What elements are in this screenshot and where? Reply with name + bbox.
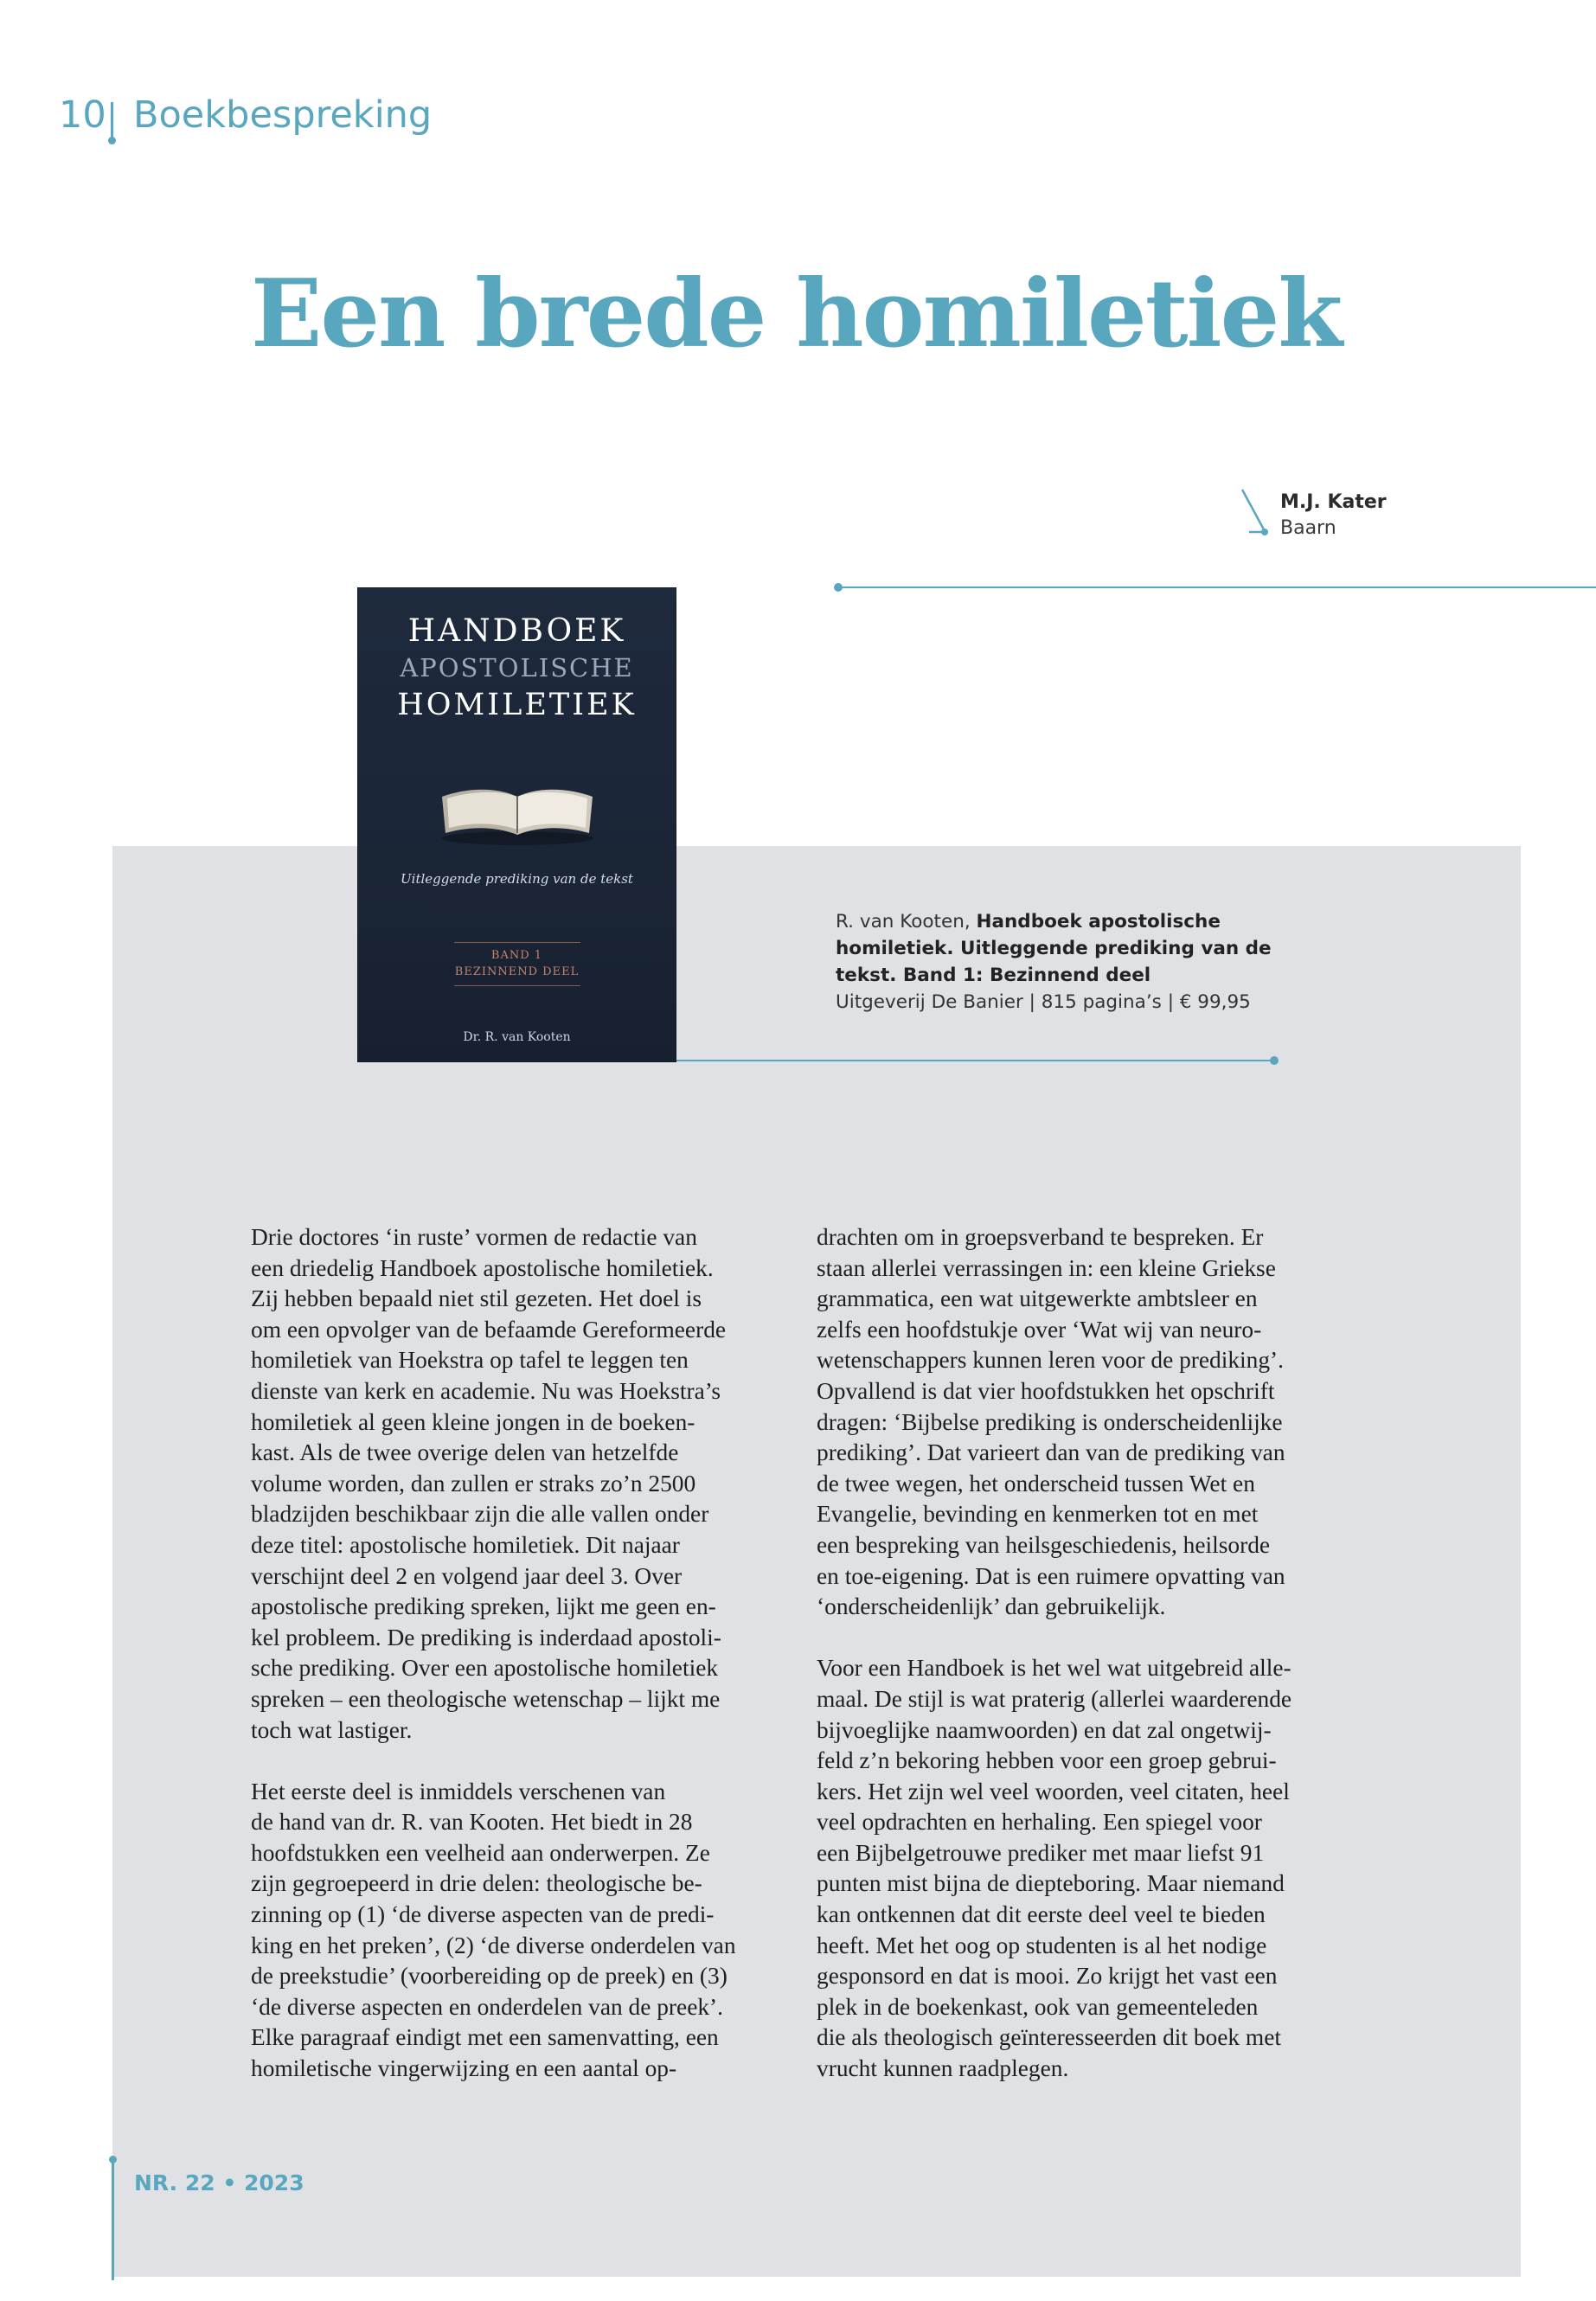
text-line: grammatica, een wat uitgewerkte ambtsleer en xyxy=(817,1285,1258,1312)
cover-title-line1: HANDBOEK xyxy=(407,613,626,649)
text-line: zelfs een hoofdstukje over ‘Wat wij van neuro- xyxy=(817,1316,1262,1343)
text-line: sche prediking. Over een apostolische homiletiek xyxy=(251,1655,719,1682)
cover-band-title: BEZINNEND DEEL xyxy=(454,965,580,978)
text-line: maal. De stijl is wat praterig (allerlei waarderende xyxy=(817,1685,1292,1712)
text-line: een Bijbelgetrouwe prediker met maar liefst 91 xyxy=(817,1839,1265,1866)
author-name: M.J. Kater xyxy=(1280,491,1387,513)
author-mark-icon xyxy=(1239,488,1273,540)
text-line: spreken – een theologische wetenschap – lijkt me xyxy=(251,1685,721,1712)
text-line: Zij hebben bepaald niet stil gezeten. Het doel is xyxy=(251,1285,702,1312)
top-divider xyxy=(837,586,1596,588)
body-column-left xyxy=(251,1222,770,2085)
issue-number: NR. 22 • 2023 xyxy=(134,2170,304,2195)
text-line: Voor een Handboek is het wel wat uitgebreid alle- xyxy=(817,1655,1292,1682)
text-line: zijn gegroepeerd in drie delen: theologische be- xyxy=(251,1870,702,1897)
text-line: hoofdstukken een veelheid aan onderwerpen. Ze xyxy=(251,1839,710,1866)
text-line: homiletische vingerwijzing en een aantal op- xyxy=(251,2055,677,2082)
text-line: toch wat lastiger. xyxy=(251,1716,413,1743)
text-line: ‘onderscheidenlijk’ dan gebruikelijk. xyxy=(817,1593,1166,1620)
text-line: veel opdrachten en herhaling. Een spiegel voor xyxy=(817,1809,1262,1836)
text-line: Opvallend is dat vier hoofdstukken het opschrift xyxy=(817,1377,1275,1404)
text-line: Drie doctores ‘in ruste’ vormen de redactie van xyxy=(251,1224,697,1250)
text-line: om een opvolger van de befaamde Gereformeerde xyxy=(251,1316,727,1343)
text-line: bijvoeglijke naamwoorden) en dat zal ongetwij- xyxy=(817,1716,1272,1743)
text-line: wetenschappers kunnen leren voor de prediking’. xyxy=(817,1347,1285,1374)
text-line: ‘de diverse aspecten en onderdelen van de preek’. xyxy=(251,1993,724,2020)
section-title: Boekbespreking xyxy=(133,93,433,137)
book-info-title: Handboek apostolische homiletiek. Uitleggende prediking van de tekst. Band 1: Bezinnend deel xyxy=(836,911,1272,986)
text-line: de hand van dr. R. van Kooten. Het biedt in 28 xyxy=(251,1809,693,1836)
text-line: kel probleem. De prediking is inderdaad apostoli- xyxy=(251,1624,721,1650)
open-book-icon xyxy=(435,778,599,847)
cover-author: Dr. R. van Kooten xyxy=(463,1030,571,1044)
text-line: punten mist bijna de diepteboring. Maar niemand xyxy=(817,1870,1285,1897)
book-info xyxy=(836,908,1285,1016)
text-line: zinning op (1) ‘de diverse aspecten van de predi- xyxy=(251,1901,715,1928)
text-line: homiletiek al geen kleine jongen in de boeken- xyxy=(251,1408,695,1435)
text-line: deze titel: apostolische homiletiek. Dit najaar xyxy=(251,1531,680,1558)
cover-title-line3: HOMILETIEK xyxy=(397,688,637,722)
cover-rule-top xyxy=(454,942,580,943)
footer-divider xyxy=(112,2159,114,2280)
text-line: plek in de boekenkast, ook van gemeenteleden xyxy=(817,1993,1259,2020)
text-line: dienste van kerk en academie. Nu was Hoekstra’s xyxy=(251,1377,721,1404)
text-line: homiletiek van Hoekstra op tafel te leggen ten xyxy=(251,1347,689,1374)
cover-subtitle: Uitleggende prediking van de tekst xyxy=(401,871,633,887)
footer-divider-dot xyxy=(109,2156,117,2163)
header-divider-dot xyxy=(108,137,116,144)
book-info-divider-dot xyxy=(1270,1056,1279,1065)
book-info-publisher: Uitgeverij De Banier | 815 pagina’s | € 99,95 xyxy=(836,991,1251,1013)
text-line: prediking’. Dat varieert dan van de prediking van xyxy=(817,1439,1285,1466)
text-line: bladzijden beschikbaar zijn die alle vallen onder xyxy=(251,1501,709,1528)
text-line: king en het preken’, (2) ‘de diverse onderdelen van xyxy=(251,1932,736,1958)
text-line: Evangelie, bevinding en kenmerken tot en met xyxy=(817,1501,1259,1528)
text-line: verschijnt deel 2 en volgend jaar deel 3. Over xyxy=(251,1562,683,1589)
author-place: Baarn xyxy=(1280,517,1336,539)
text-line: een driedelig Handboek apostolische homiletiek. xyxy=(251,1254,714,1281)
text-line: die als theologisch geïnteresseerden dit boek met xyxy=(817,2024,1281,2051)
text-line: drachten om in groepsverband te bespreken. Er xyxy=(817,1224,1264,1250)
text-line: volume worden, dan zullen er straks zo’n 2500 xyxy=(251,1470,696,1497)
book-cover xyxy=(357,587,676,1062)
text-line: feld z’n bekoring hebben voor een groep gebrui- xyxy=(817,1747,1277,1774)
paragraph-gap xyxy=(251,1746,770,1777)
text-line: kan ontkennen dat dit eerste deel veel te bieden xyxy=(817,1901,1266,1928)
paragraph-gap xyxy=(817,1623,1336,1654)
text-line: Elke paragraaf eindigt met een samenvatting, een xyxy=(251,2024,719,2051)
article-title: Een brede homiletiek xyxy=(251,260,1342,369)
cover-rule-bottom xyxy=(454,985,580,986)
text-line: de preekstudie’ (voorbereiding op de preek) en (3) xyxy=(251,1963,727,1990)
text-line: staan allerlei verrassingen in: een kleine Griekse xyxy=(817,1254,1276,1281)
book-info-divider xyxy=(676,1060,1273,1061)
text-line: de twee wegen, het onderscheid tussen Wet en xyxy=(817,1470,1255,1497)
page-number: 10 xyxy=(59,93,106,137)
text-line: vrucht kunnen raadplegen. xyxy=(817,2055,1069,2082)
text-line: een bespreking van heilsgeschiedenis, heilsorde xyxy=(817,1531,1271,1558)
text-line: en toe-eigening. Dat is een ruimere opvatting van xyxy=(817,1562,1285,1589)
text-line: dragen: ‘Bijbelse prediking is onderscheidenlijke xyxy=(817,1408,1283,1435)
book-info-author: R. van Kooten, xyxy=(836,911,971,933)
text-line: heeft. Met het oog op studenten is al het nodige xyxy=(817,1932,1267,1958)
header-divider xyxy=(111,102,113,140)
text-line: kers. Het zijn wel veel woorden, veel citaten, heel xyxy=(817,1778,1290,1804)
text-line: gesponsord en dat is mooi. Zo krijgt het vast een xyxy=(817,1963,1278,1990)
text-line: apostolische prediking spreken, lijkt me geen en- xyxy=(251,1593,716,1620)
top-divider-dot xyxy=(834,583,843,592)
text-line: Het eerste deel is inmiddels verschenen van xyxy=(251,1778,666,1804)
body-column-right xyxy=(817,1222,1336,2085)
cover-title-line2: APOSTOLISCHE xyxy=(400,653,634,683)
cover-band-number: BAND 1 xyxy=(490,949,543,962)
text-line: kast. Als de twee overige delen van hetzelfde xyxy=(251,1439,679,1466)
